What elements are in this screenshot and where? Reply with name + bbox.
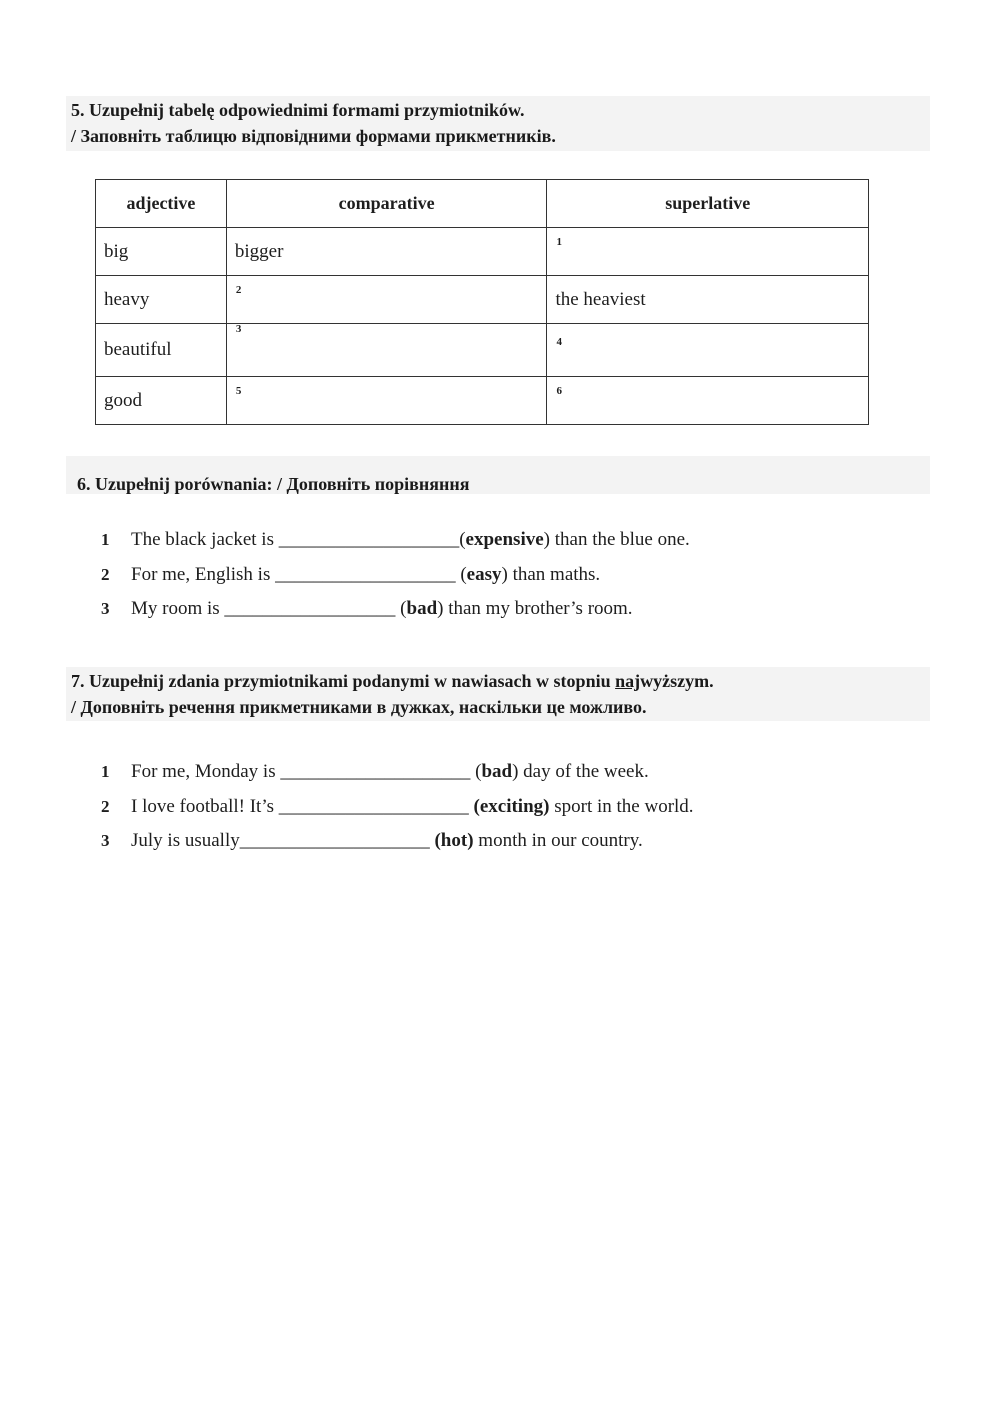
blank-number: 4	[556, 336, 562, 348]
ex6-item-2: 2 For me, English is ___________________ (easy) than maths.	[101, 564, 601, 585]
item-number: 1	[101, 762, 110, 781]
item-text-blank[interactable]: The black jacket is ___________________(	[131, 529, 466, 550]
ex6-heading	[77, 471, 470, 497]
item-text-blank[interactable]: My room is __________________ (	[131, 598, 407, 619]
item-prompt-word: bad	[481, 761, 513, 782]
adjective-forms-table	[95, 179, 869, 425]
table-row	[96, 377, 869, 425]
blank-number: 6	[556, 385, 562, 397]
blank-number: 2	[235, 284, 242, 296]
header-adjective: adjective	[96, 180, 227, 228]
ex7-title-ukrainian: / Доповніть речення прикметниками в дужках, наскільки це можливо.	[71, 697, 647, 717]
ex5-title-polish: 5. Uzupełnij tabelę odpowiednimi formami przymiotników.	[71, 100, 525, 120]
comparative-cell[interactable]: bigger	[226, 228, 547, 276]
ex7-item-2: 2 I love football! It’s ____________________ (exciting) sport in the world.	[101, 796, 694, 817]
blank-number: 1	[556, 236, 562, 248]
ex6-item-1: 1 The black jacket is ___________________(expensive) than the blue one.	[101, 529, 690, 550]
adjective-cell: heavy	[96, 276, 227, 324]
table-row	[96, 276, 869, 324]
ex5-heading	[71, 97, 556, 149]
ex7-title-underlined: naj	[615, 671, 641, 691]
header-superlative: superlative	[547, 180, 869, 228]
header-comparative: comparative	[226, 180, 547, 228]
blank-number: 5	[235, 385, 242, 397]
comparative-blank-3[interactable]	[226, 324, 547, 377]
blank-number: 3	[235, 323, 242, 335]
item-text-blank[interactable]: For me, English is ___________________ (	[131, 564, 467, 585]
item-number: 1	[101, 530, 110, 549]
ex5-title-ukrainian: / Заповніть таблицю відповідними формами прикметників.	[71, 126, 556, 146]
adjective-cell: big	[96, 228, 227, 276]
ex7-heading: 7. Uzupełnij zdania przymiotnikami podanymi w nawiasach w stopniu najwyższym. / Доповніть речення прикметниками в дужках, наскільки це можливо.	[71, 668, 714, 720]
item-number: 3	[101, 831, 110, 850]
superlative-blank-4[interactable]	[547, 324, 869, 377]
adjective-cell: good	[96, 377, 227, 425]
item-prompt-word: bad	[406, 598, 438, 619]
adjective-cell: beautiful	[96, 324, 227, 377]
item-text-blank[interactable]: For me, Monday is ____________________ (	[131, 761, 482, 782]
item-text-blank[interactable]: I love football! It’s ____________________	[131, 796, 474, 817]
item-number: 2	[101, 797, 110, 816]
ex7-item-3: 3 July is usually____________________ (hot) month in our country.	[101, 830, 643, 851]
table-row	[96, 228, 869, 276]
table-row	[96, 324, 869, 377]
comparative-blank-2[interactable]	[226, 276, 547, 324]
item-prompt-word: (hot)	[434, 830, 474, 851]
superlative-cell[interactable]: the heaviest	[547, 276, 869, 324]
item-prompt-word: (exciting)	[473, 796, 550, 817]
item-number: 2	[101, 565, 110, 584]
item-text-blank[interactable]: July is usually____________________	[131, 830, 435, 851]
superlative-blank-6[interactable]	[547, 377, 869, 425]
item-prompt-word: easy	[466, 564, 502, 585]
ex6-title-ukrainian: / Доповніть порівняння	[277, 474, 470, 494]
ex6-title-polish: 6. Uzupełnij porównania:	[77, 474, 278, 494]
ex7-title-polish: 7. Uzupełnij zdania przymiotnikami podanymi w nawiasach w stopniu	[71, 671, 616, 691]
ex7-item-1: 1 For me, Monday is ____________________ (bad) day of the week.	[101, 761, 649, 782]
superlative-blank-1[interactable]	[547, 228, 869, 276]
item-number: 3	[101, 599, 110, 618]
ex6-item-3: 3 My room is __________________ (bad) than my brother’s room.	[101, 598, 633, 619]
comparative-blank-5[interactable]	[226, 377, 547, 425]
item-prompt-word: expensive	[465, 529, 544, 550]
table-header-row	[96, 180, 869, 228]
